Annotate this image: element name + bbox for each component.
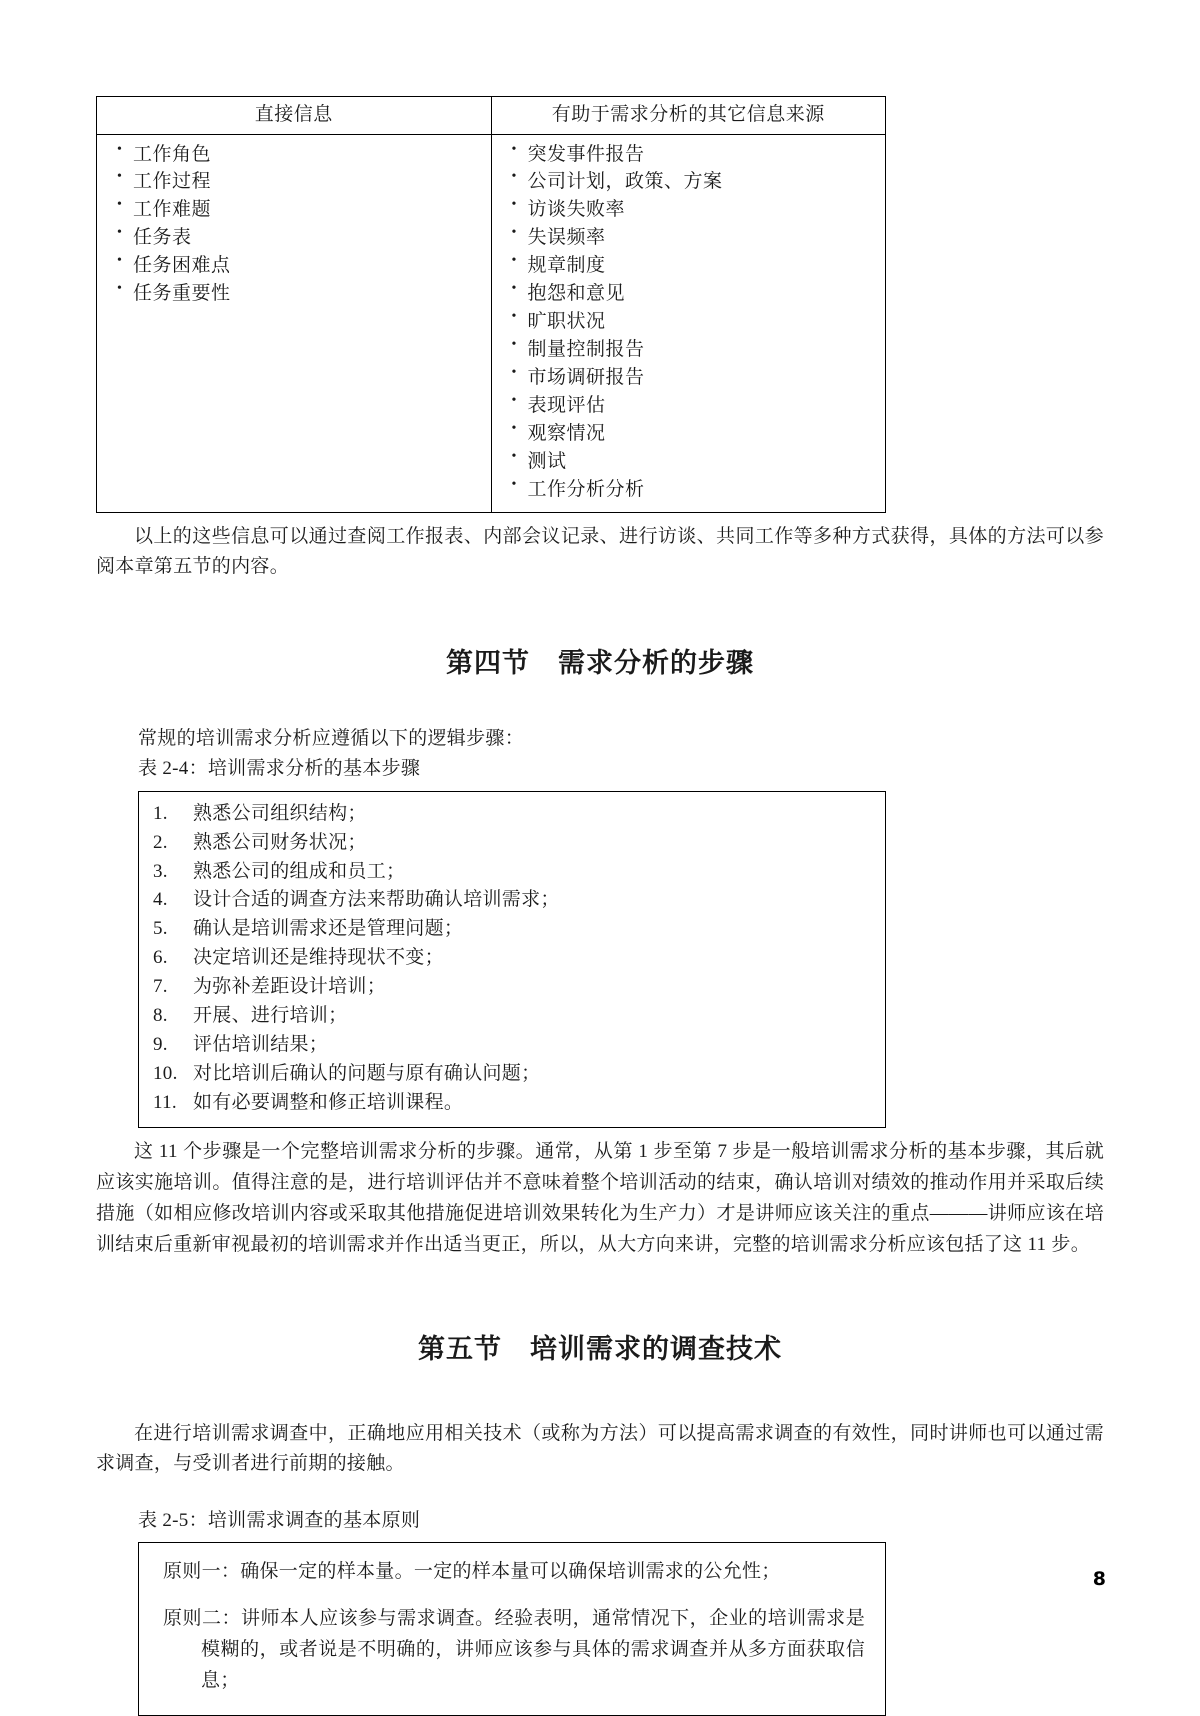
step-text: 熟悉公司财务状况； [193, 831, 367, 853]
section4-lead-line: 常规的培训需求分析应遵循以下的逻辑步骤： [138, 728, 525, 750]
list-item: • 规章制度 [508, 252, 886, 280]
section4-heading-wrap [96, 641, 1104, 680]
section5-heading-wrap [96, 1327, 1104, 1366]
step-item [139, 886, 885, 915]
principle-text: 原则一：确保一定的样本量。一定的样本量可以确保培训需求的公允性； [163, 1561, 781, 1583]
list-item: • 抱怨和意见 [508, 280, 886, 308]
step-item [139, 829, 885, 858]
step-number: 4. [153, 889, 168, 911]
step-number: 7. [153, 976, 168, 998]
step-number: 5. [153, 918, 168, 940]
list-item: • 工作角色 [113, 141, 491, 169]
list-item: • 市场调研报告 [508, 364, 886, 392]
list-item: • 突发事件报告 [508, 141, 886, 169]
section5-heading: 第五节 培训需求的调查技术 [418, 1333, 782, 1365]
table-2-5-principles-box [138, 1542, 886, 1715]
step-item [139, 944, 885, 973]
table-body-row [97, 134, 886, 512]
step-number: 11. [153, 1091, 177, 1113]
steps-list [139, 800, 885, 1118]
column-header-other-sources: 有助于需求分析的其它信息来源 [491, 97, 886, 135]
step-item [139, 915, 885, 944]
page-content [96, 96, 1104, 1716]
step-item [139, 858, 885, 887]
step-text: 熟悉公司组织结构； [193, 802, 367, 824]
list-item: • 表现评估 [508, 392, 886, 420]
list-item: • 旷职状况 [508, 308, 886, 336]
section5-paragraph: 在进行培训需求调查中，正确地应用相关技术（或称为方法）可以提高需求调查的有效性，同时讲师也可以通过需求调查，与受训者进行前期的接触。 [96, 1422, 1104, 1475]
list-item: • 测试 [508, 448, 886, 476]
list-item: • 任务困难点 [113, 252, 491, 280]
step-text: 评估培训结果； [193, 1033, 329, 1055]
section4-heading: 第四节 需求分析的步骤 [446, 648, 754, 680]
step-number: 9. [153, 1033, 168, 1055]
step-item [139, 1031, 885, 1060]
list-item: • 工作难题 [113, 196, 491, 224]
principle-item [163, 1557, 865, 1588]
column-header-direct-info: 直接信息 [97, 97, 492, 135]
step-item [139, 800, 885, 829]
step-number: 8. [153, 1004, 168, 1026]
table-2-5-caption: 表 2-5：培训需求调查的基本原则 [138, 1510, 421, 1532]
step-text: 熟悉公司的组成和员工； [193, 860, 406, 882]
table-2-4-caption: 表 2-4：培训需求分析的基本步骤 [138, 758, 421, 780]
page-number: 8 [1092, 1568, 1106, 1590]
list-item: • 访谈失败率 [508, 196, 886, 224]
principle-text: 原则二：讲师本人应该参与需求调查。经验表明，通常情况下，企业的培训需求是模糊的，或者说是不明确的，讲师应该参与具体的需求调查并从多方面获取信息； [163, 1608, 865, 1691]
step-number: 2. [153, 831, 168, 853]
paragraph-after-steps: 这 11 个步骤是一个完整培训需求分析的步骤。通常，从第 1 步至第 7 步是一般培训需求分析的基本步骤，其后就应该实施培训。值得注意的是，进行培训评估并不意味着整个培训活动的结束，确认培训对绩效的推动作用并采取后续措施（如相应修改培训内容或采取其他措施促进培训效果转化为生产力）才是讲师应该关注的重点———讲师应该在培训结束后重新审视最初的培训需求并作出适当更正，所以，从大方向来讲，完整的培训需求分析应该包括了这 11 步。 [96, 1141, 1104, 1255]
step-text: 确认是培训需求还是管理问题； [193, 918, 464, 940]
list-item: • 失误频率 [508, 224, 886, 252]
step-number: 10. [153, 1062, 178, 1084]
list-item: • 任务表 [113, 224, 491, 252]
step-item [139, 1060, 885, 1089]
list-item: • 公司计划，政策、方案 [508, 168, 886, 196]
list-item: • 工作过程 [113, 168, 491, 196]
list-item: • 观察情况 [508, 420, 886, 448]
step-text: 决定培训还是维持现状不变； [193, 947, 444, 969]
cell-direct-info [97, 134, 492, 512]
step-text: 开展、进行培训； [193, 1004, 348, 1026]
step-item [139, 1002, 885, 1031]
list-item: • 任务重要性 [113, 280, 491, 308]
step-item [139, 1089, 885, 1118]
table-header-row [97, 97, 886, 135]
step-item [139, 973, 885, 1002]
table-2-4-steps-box [138, 791, 886, 1129]
information-sources-table [96, 96, 886, 513]
list-item: • 制量控制报告 [508, 336, 886, 364]
paragraph-after-info-table: 以上的这些信息可以通过查阅工作报表、内部会议记录、进行访谈、共同工作等多种方式获得，具体的方法可以参阅本章第五节的内容。 [96, 525, 1104, 578]
step-text: 设计合适的调查方法来帮助确认培训需求； [193, 889, 560, 911]
step-number: 3. [153, 860, 168, 882]
step-number: 1. [153, 802, 168, 824]
list-item: • 工作分析分析 [508, 476, 886, 504]
step-text: 为弥补差距设计培训； [193, 976, 387, 998]
step-text: 如有必要调整和修正培训课程。 [193, 1091, 464, 1113]
direct-info-list [97, 141, 491, 309]
cell-other-sources [491, 134, 886, 512]
principle-item [163, 1604, 865, 1696]
step-number: 6. [153, 947, 168, 969]
other-sources-list [492, 141, 886, 504]
step-text: 对比培训后确认的问题与原有确认问题； [193, 1062, 541, 1084]
